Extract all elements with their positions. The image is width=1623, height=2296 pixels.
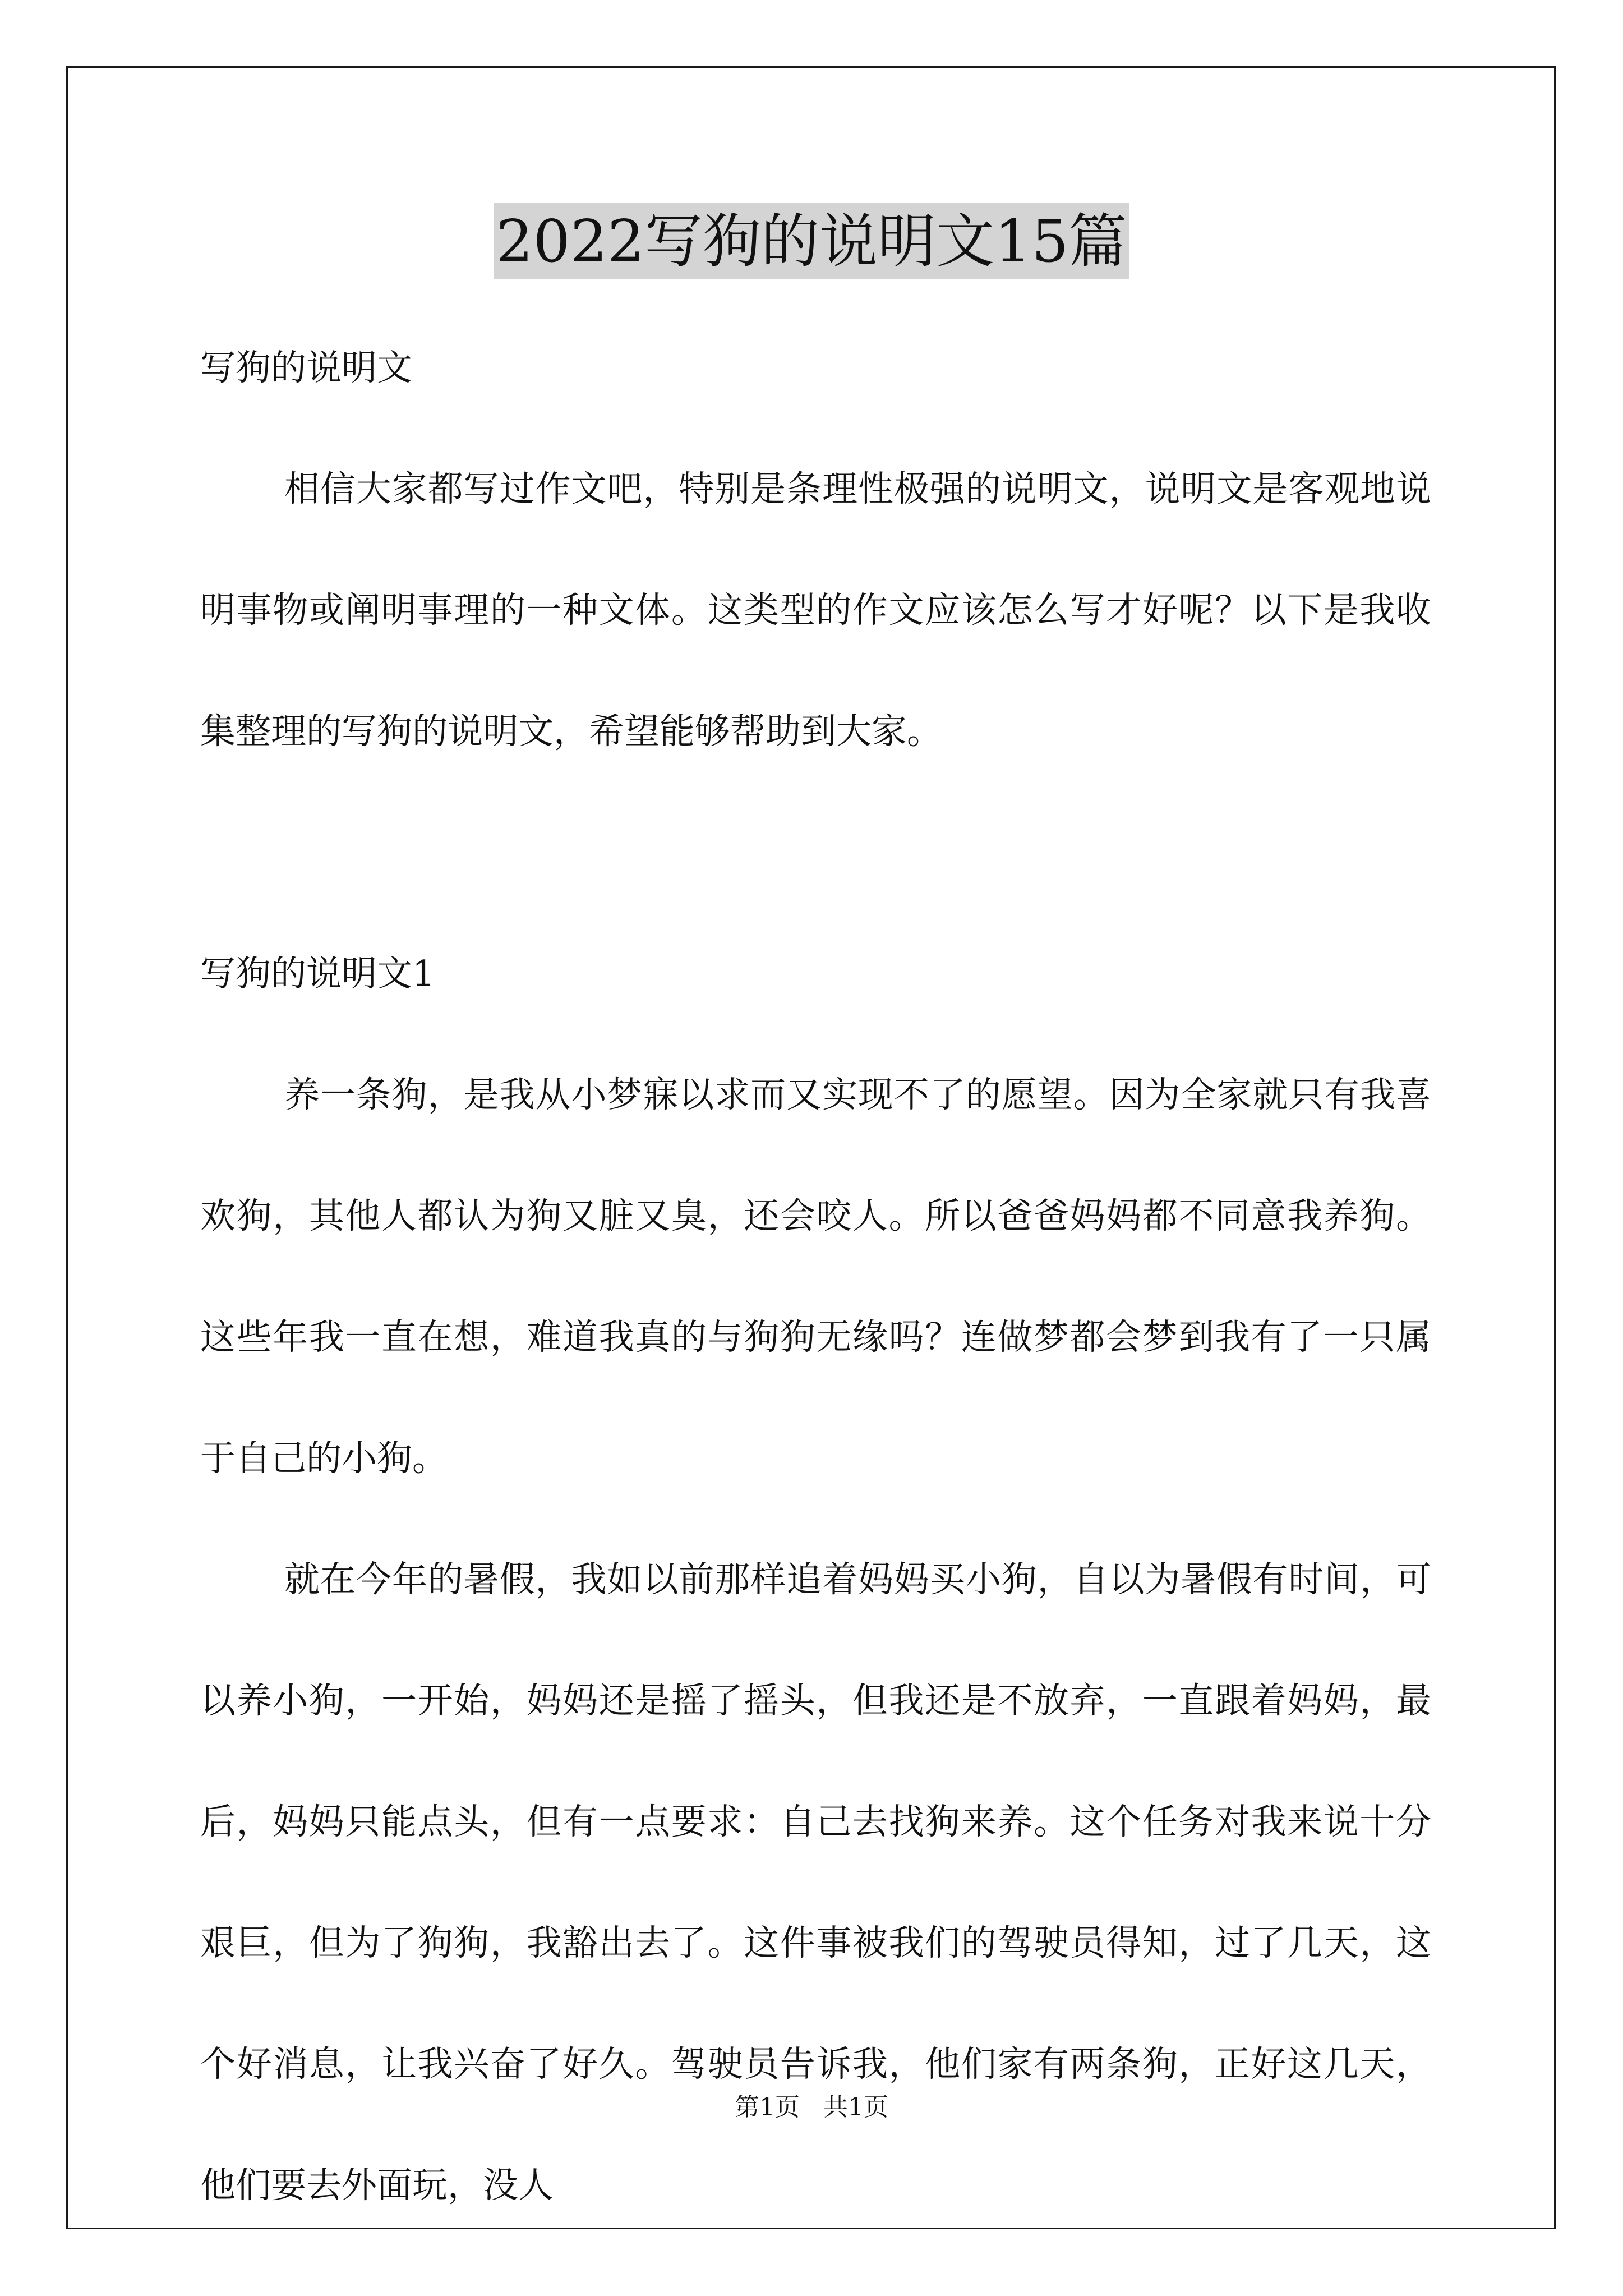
page-number: 第1页 共1页 [735,2093,888,2122]
section-heading: 写狗的说明文1 [200,953,435,994]
body-paragraph: 养一条狗，是我从小梦寐以求而又实现不了的愿望。因为全家就只有我喜欢狗，其他人都认为狗又脏又臭，还会咬人。所以爸爸妈妈都不同意我养狗。这些年我一直在想，难道我真的与狗狗无缘吗？连做梦都会梦到我有了一只属于自己的小狗。 [200,1074,1431,1479]
document-body [200,307,1431,2246]
intro-paragraph: 相信大家都写过作文吧，特别是条理性极强的说明文，说明文是客观地说明事物或阐明事理的一种文体。这类型的作文应该怎么写才好呢？以下是我收集整理的写狗的说明文，希望能够帮助到大家。 [200,468,1431,752]
title-container [0,203,1623,279]
document-title: 2022写狗的说明文15篇 [494,203,1129,279]
body-paragraph: 就在今年的暑假，我如以前那样追着妈妈买小狗，自以为暑假有时间，可以养小狗，一开始，妈妈还是摇了摇头，但我还是不放弃，一直跟着妈妈，最后，妈妈只能点头，但有一点要求：自己去找狗来养。这个任务对我来说十分艰巨，但为了狗狗，我豁出去了。这件事被我们的驾驶员得知，过了几天，这个好消息，让我兴奋了好久。驾驶员告诉我，他们家有两条狗，正好这几天，他们要去外面玩，没人 [200,1559,1431,2206]
page-footer [0,2091,1623,2124]
section-spacer [200,792,1431,913]
intro-heading: 写狗的说明文 [200,347,412,388]
